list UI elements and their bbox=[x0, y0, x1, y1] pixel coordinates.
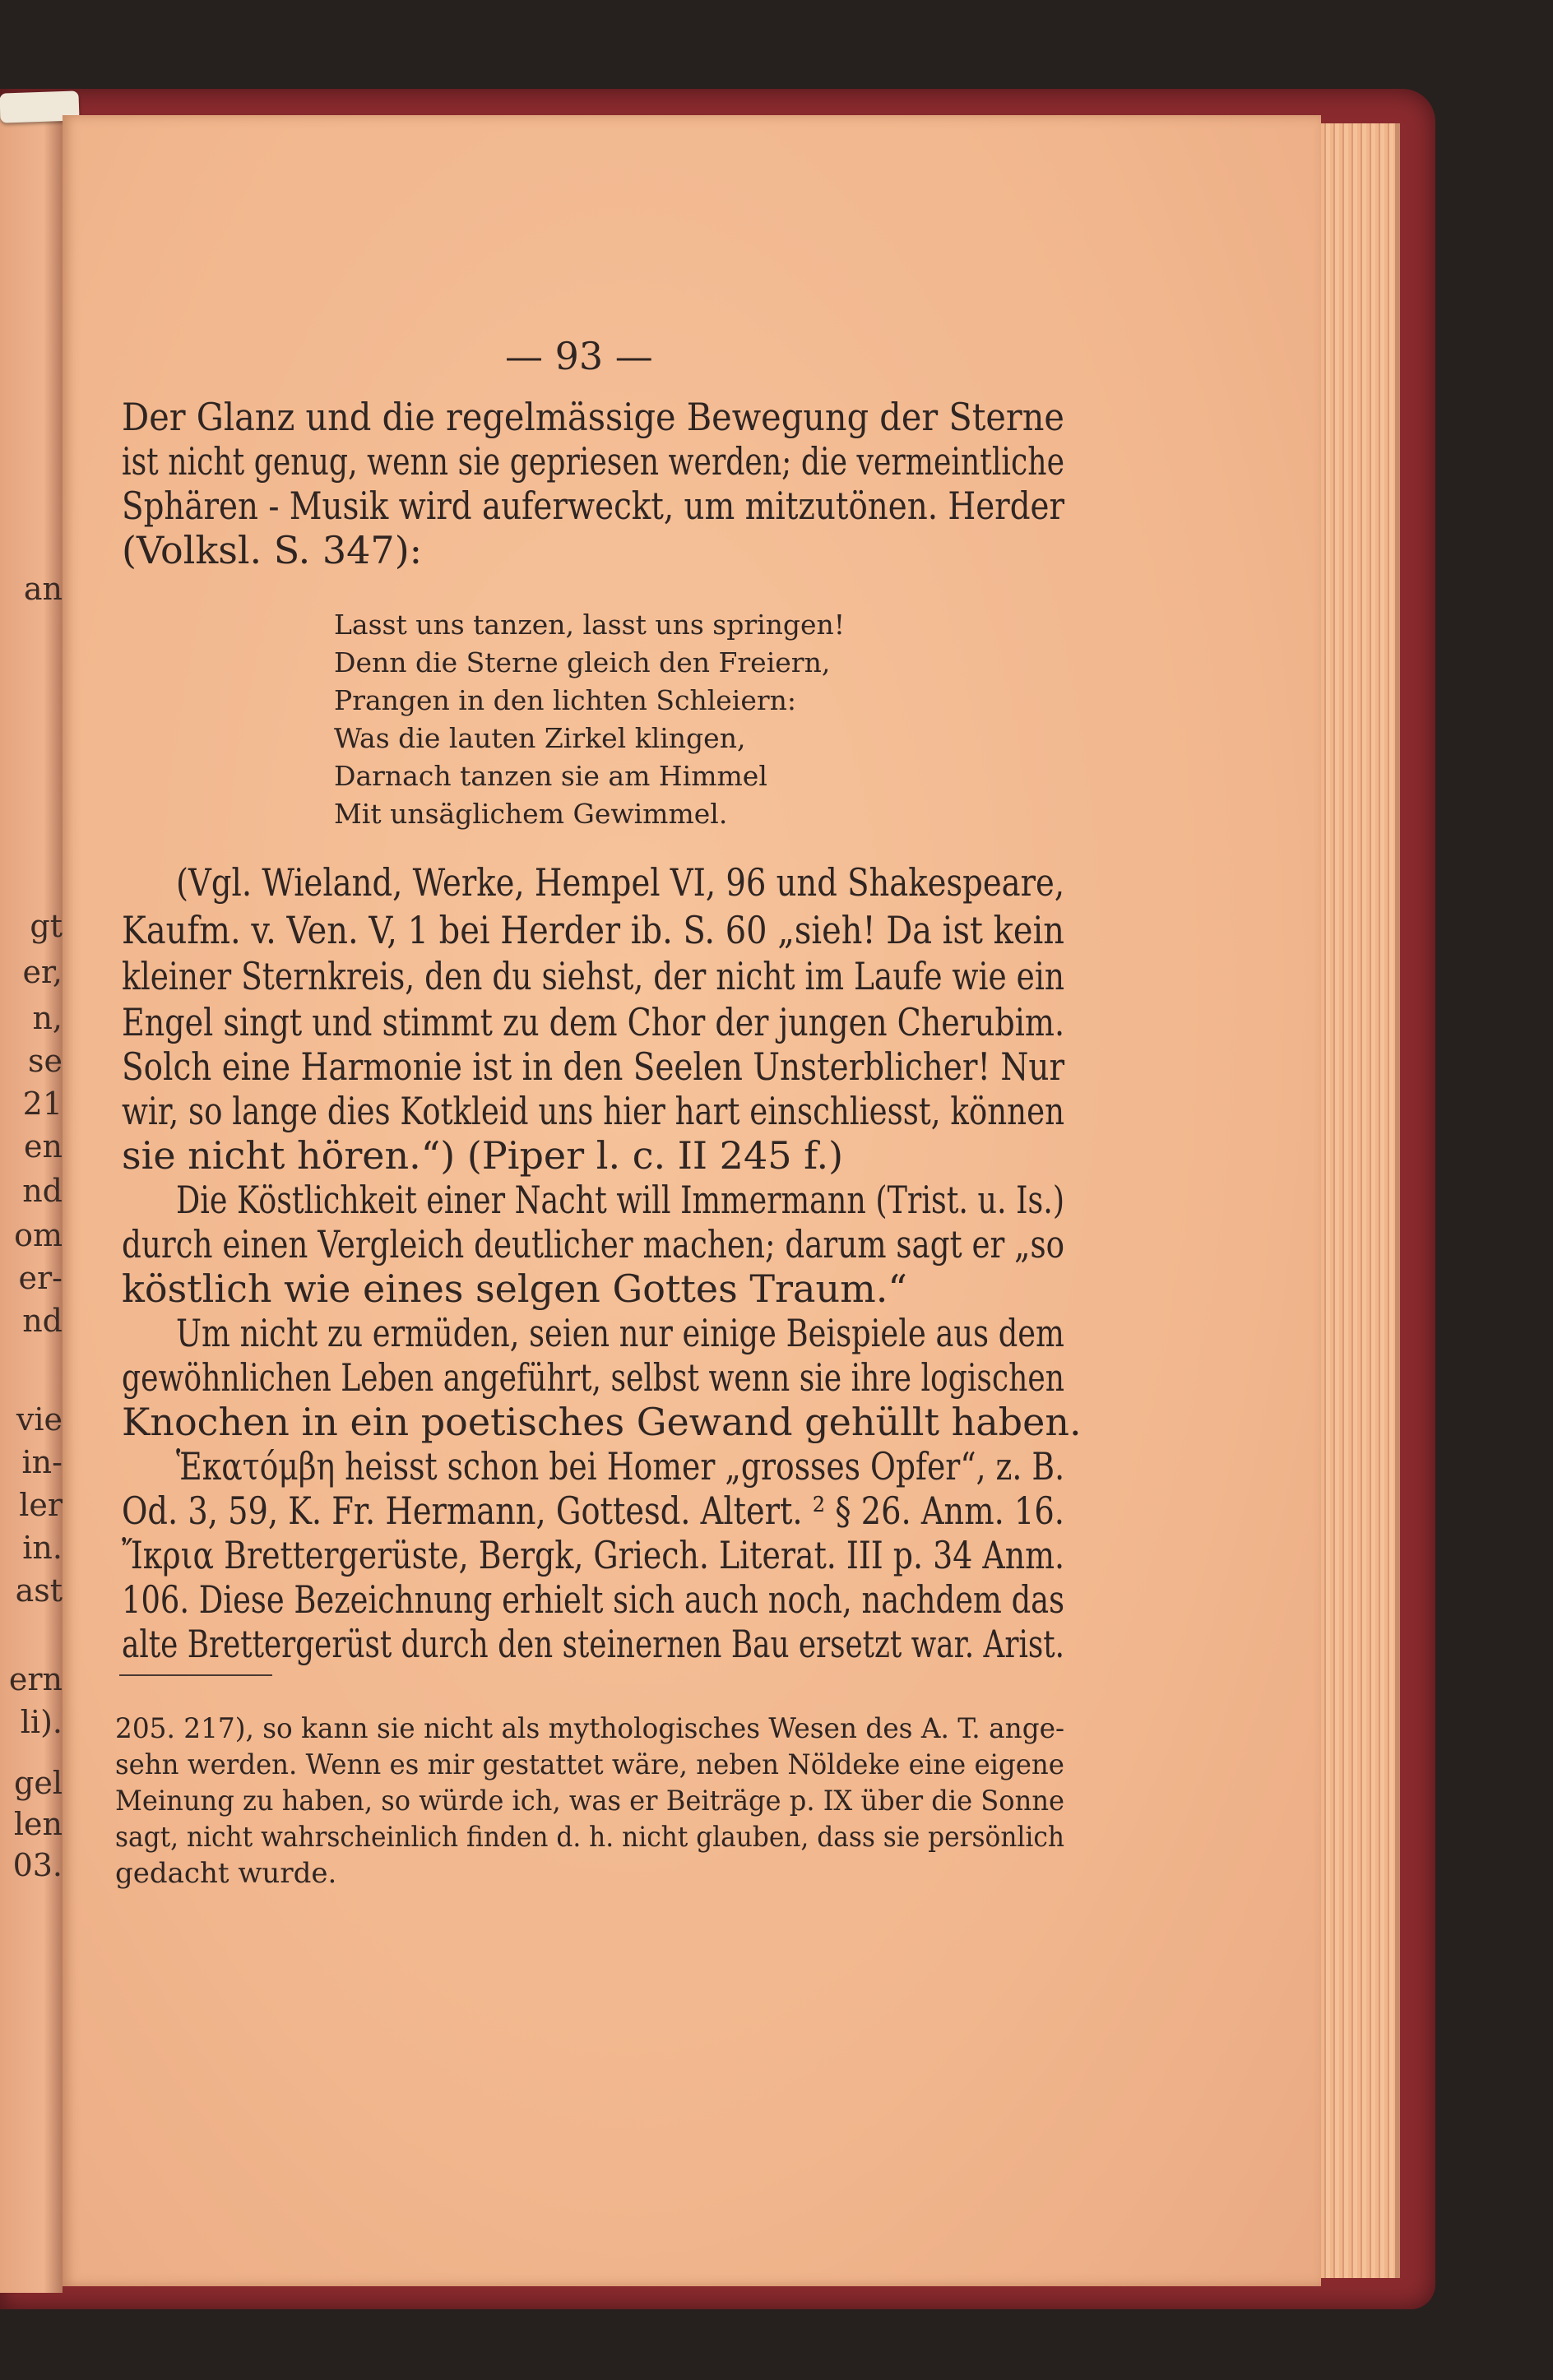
left-fragment: vie bbox=[16, 1401, 63, 1438]
verse-line: Was die lauten Zirkel klingen, bbox=[334, 722, 746, 754]
left-fragment: in. bbox=[22, 1530, 63, 1566]
footnote-line: Meinung zu haben, so würde ich, was er Beiträge p. IX über die Sonne bbox=[115, 1785, 1065, 1817]
left-fragment: gt bbox=[30, 908, 63, 944]
left-fragment: 21 bbox=[22, 1086, 63, 1122]
footnote-rule bbox=[119, 1674, 272, 1676]
verse-line: Lasst uns tanzen, lasst uns springen! bbox=[334, 609, 846, 641]
text-line: Der Glanz und die regelmässige Bewegung der Sterne bbox=[122, 395, 1064, 439]
left-fragment: len bbox=[13, 1806, 63, 1842]
text-line: (Volksl. S. 347): bbox=[122, 528, 423, 572]
left-fragment: om bbox=[14, 1217, 63, 1253]
verse-line: Mit unsäglichem Gewimmel. bbox=[334, 798, 728, 830]
text-line: Um nicht zu ermüden, seien nur einige Beispiele aus dem bbox=[176, 1311, 1064, 1355]
footnote-line: sehn werden. Wenn es mir gestattet wäre, neben Nöldeke eine eigene bbox=[115, 1748, 1064, 1781]
left-fragment: er- bbox=[18, 1260, 63, 1296]
text-line: Ἴκρια Brettergerüste, Bergk, Griech. Literat. III p. 34 Anm. bbox=[122, 1533, 1065, 1577]
left-fragment: in- bbox=[21, 1444, 63, 1480]
text-line: Engel singt und stimmt zu dem Chor der jungen Cherubim. bbox=[122, 1000, 1065, 1044]
page-edges bbox=[1321, 123, 1400, 2278]
text-line: Ἑκατόμβη heisst schon bei Homer „grosses Opfer“, z. B. bbox=[176, 1444, 1065, 1489]
text-line: (Vgl. Wieland, Werke, Hempel VI, 96 und Shakespeare, bbox=[176, 860, 1065, 905]
left-fragment: en bbox=[24, 1128, 63, 1165]
left-fragment: gel bbox=[14, 1765, 63, 1801]
left-fragment: ern bbox=[8, 1661, 63, 1697]
verse-line: Prangen in den lichten Schleiern: bbox=[334, 684, 797, 716]
left-fragment: ler bbox=[19, 1487, 63, 1523]
text-line: ist nicht genug, wenn sie gepriesen werden; die vermeintliche bbox=[122, 439, 1064, 484]
footnote-line: sagt, nicht wahrscheinlich finden d. h. nicht glauben, dass sie persönlich bbox=[115, 1821, 1064, 1854]
left-fragment: n, bbox=[32, 1000, 63, 1036]
left-fragment: nd bbox=[22, 1173, 63, 1209]
text-line: Kaufm. v. Ven. V, 1 bei Herder ib. S. 60 „sieh! Da ist kein bbox=[122, 908, 1064, 952]
left-fragment: li). bbox=[20, 1704, 63, 1740]
left-fragment: 03. bbox=[12, 1847, 63, 1883]
text-line: wir, so lange dies Kotkleid uns hier hart einschliesst, können bbox=[122, 1089, 1065, 1133]
page-number: — 93 — bbox=[505, 334, 653, 378]
text-line: Sphären - Musik wird auferweckt, um mitzutönen. Herder bbox=[122, 484, 1065, 528]
footnote-line: gedacht wurde. bbox=[115, 1857, 337, 1890]
text-line: Die Köstlichkeit einer Nacht will Immermann (Trist. u. Is.) bbox=[176, 1178, 1065, 1222]
left-fragment: se bbox=[28, 1043, 63, 1079]
text-line: durch einen Vergleich deutlicher machen; darum sagt er „so bbox=[122, 1222, 1065, 1266]
text-line: 106. Diese Bezeichnung erhielt sich auch noch, nachdem das bbox=[122, 1577, 1065, 1622]
text-line: Knochen in ein poetisches Gewand gehüllt haben. bbox=[122, 1400, 1082, 1444]
left-fragment: er, bbox=[22, 954, 63, 990]
left-fragment: nd bbox=[22, 1303, 63, 1339]
text-line: Solch eine Harmonie ist in den Seelen Unsterblicher! Nur bbox=[122, 1044, 1065, 1089]
text-line: sie nicht hören.“) (Piper l. c. II 245 f.) bbox=[122, 1133, 844, 1178]
text-line: alte Brettergerüst durch den steinernen Bau ersetzt war. Arist. bbox=[122, 1622, 1065, 1666]
text-line: Od. 3, 59, K. Fr. Hermann, Gottesd. Altert. ² § 26. Anm. 16. bbox=[122, 1489, 1064, 1533]
footnote-line: 205. 217), so kann sie nicht als mythologisches Wesen des A. T. ange- bbox=[115, 1712, 1065, 1745]
text-line: gewöhnlichen Leben angeführt, selbst wenn sie ihre logischen bbox=[122, 1355, 1064, 1400]
text-line: köstlich wie eines selgen Gottes Traum.“ bbox=[122, 1266, 907, 1311]
verse-line: Darnach tanzen sie am Himmel bbox=[334, 760, 767, 792]
left-fragment: an bbox=[23, 571, 63, 607]
left-fragment: ast bbox=[15, 1572, 63, 1609]
text-line: kleiner Sternkreis, den du siehst, der nicht im Laufe wie ein bbox=[122, 954, 1064, 998]
verse-line: Denn die Sterne gleich den Freiern, bbox=[334, 646, 831, 678]
